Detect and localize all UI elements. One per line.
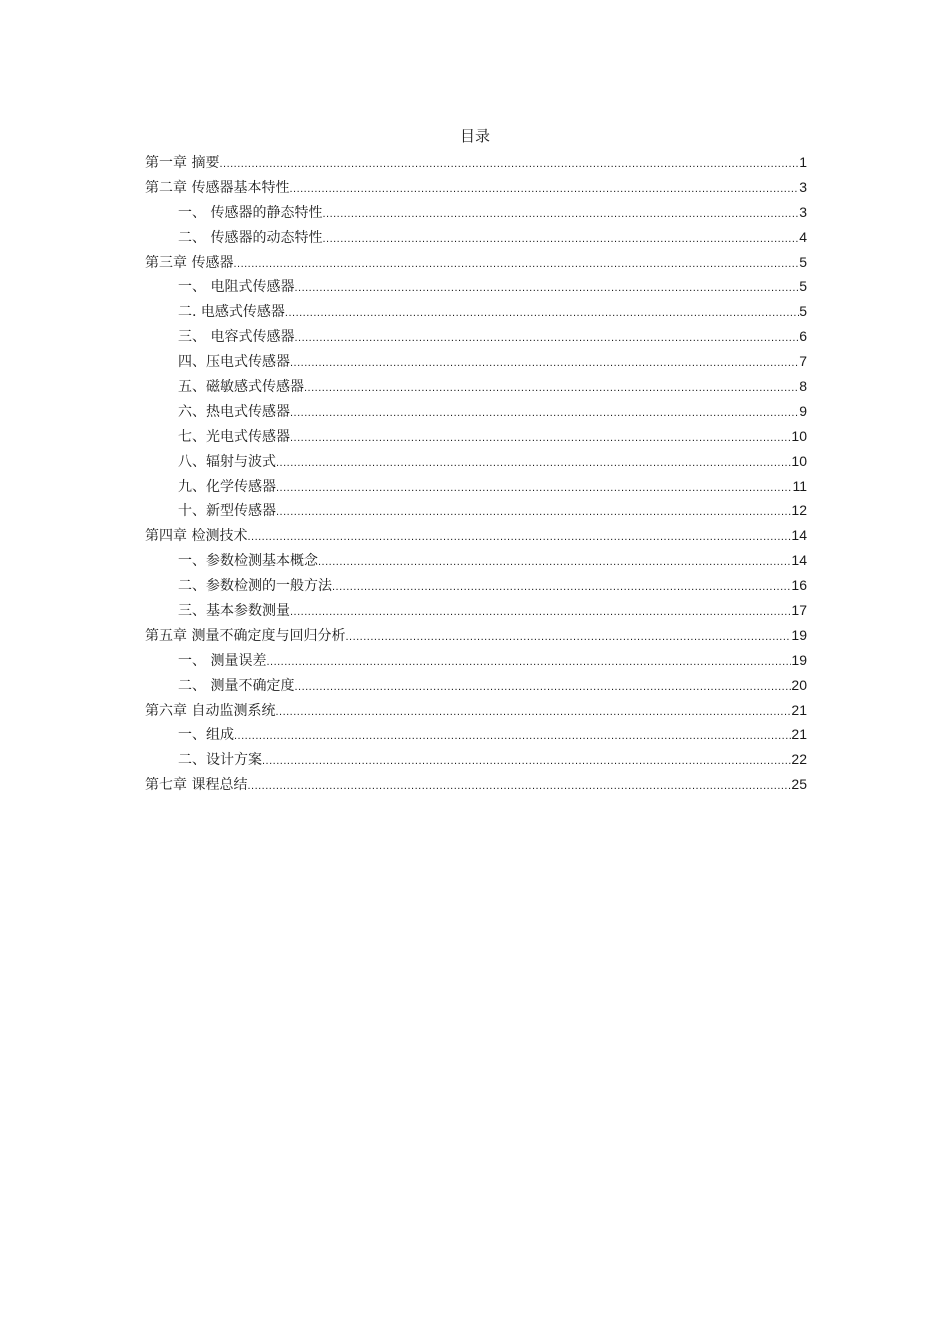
toc-dot-leader xyxy=(294,675,791,698)
toc-entry-label: 七、光电式传感器 xyxy=(178,428,290,445)
toc-page-number: 4 xyxy=(799,228,807,245)
toc-page-number: 20 xyxy=(791,676,807,693)
toc-dot-leader xyxy=(247,774,791,797)
toc-section-entry[interactable] xyxy=(145,598,807,623)
toc-section-entry[interactable] xyxy=(145,498,807,523)
toc-entry-label: 四、压电式传感器 xyxy=(178,354,290,371)
toc-entry-label: 第五章 测量不确定度与回归分析 xyxy=(145,627,346,644)
toc-entry-label: 二、参数检测的一般方法 xyxy=(178,578,332,595)
toc-section-entry[interactable] xyxy=(145,573,807,598)
toc-page-number: 21 xyxy=(791,701,807,718)
toc-dot-leader xyxy=(294,326,799,349)
toc-dot-leader xyxy=(290,600,791,623)
toc-page-number: 14 xyxy=(791,527,807,544)
toc-page-number: 22 xyxy=(791,751,807,768)
toc-page-number: 3 xyxy=(799,203,807,220)
toc-entry-label: 二、 测量不确定度 xyxy=(178,677,295,694)
toc-section-entry[interactable] xyxy=(145,225,807,250)
toc-section-entry[interactable] xyxy=(145,474,807,499)
toc-dot-leader xyxy=(304,376,799,399)
toc-entry-label: 一、组成 xyxy=(178,727,234,744)
toc-dot-leader xyxy=(289,177,799,200)
toc-section-entry[interactable] xyxy=(145,399,807,424)
toc-section-entry[interactable] xyxy=(145,349,807,374)
toc-chapter-entry[interactable] xyxy=(145,250,807,275)
toc-entry-label: 一、 传感器的静态特性 xyxy=(178,204,323,221)
toc-entry-label: 第一章 摘要 xyxy=(145,155,220,171)
toc-page-number: 9 xyxy=(799,402,807,419)
toc-section-entry[interactable] xyxy=(145,274,807,299)
toc-entry-label: 六、热电式传感器 xyxy=(178,403,290,420)
toc-section-entry[interactable] xyxy=(145,747,807,772)
toc-dot-leader xyxy=(266,650,791,673)
toc-section-entry[interactable] xyxy=(145,424,807,449)
toc-chapter-entry[interactable] xyxy=(145,772,807,797)
toc-page-number: 5 xyxy=(799,253,807,270)
toc-page-number: 5 xyxy=(799,303,807,320)
toc-entry-label: 二. 电感式传感器 xyxy=(178,304,285,321)
toc-entry-label: 第七章 课程总结 xyxy=(145,777,248,794)
toc-dot-leader xyxy=(332,575,791,598)
toc-section-entry[interactable] xyxy=(145,449,807,474)
toc-chapter-entry[interactable] xyxy=(145,698,807,723)
toc-dot-leader xyxy=(262,749,791,772)
toc-entry-label: 一、 测量误差 xyxy=(178,652,267,669)
toc-entry-label: 一、参数检测基本概念 xyxy=(178,553,318,570)
toc-section-entry[interactable] xyxy=(145,324,807,349)
toc-dot-leader xyxy=(276,451,791,474)
toc-dot-leader xyxy=(322,227,799,250)
toc-dot-leader xyxy=(322,202,799,225)
toc-page-number: 10 xyxy=(791,427,807,444)
toc-chapter-entry[interactable] xyxy=(145,175,807,200)
toc-entry-label: 八、辐射与波式 xyxy=(178,453,276,470)
toc-dot-leader xyxy=(294,276,799,299)
toc-page-number: 10 xyxy=(791,452,807,469)
toc-chapter-entry[interactable] xyxy=(145,523,807,548)
toc-page-number: 16 xyxy=(791,577,807,594)
toc-dot-leader xyxy=(290,351,799,374)
toc-entry-label: 三、 电容式传感器 xyxy=(178,329,295,346)
toc-page-number: 6 xyxy=(799,328,807,345)
toc-section-entry[interactable] xyxy=(145,722,807,747)
toc-dot-leader xyxy=(219,152,799,175)
toc-page-number: 5 xyxy=(799,278,807,295)
toc-page-number: 17 xyxy=(791,602,807,619)
toc-section-entry[interactable] xyxy=(145,673,807,698)
toc-page-number: 19 xyxy=(791,651,807,668)
toc-entry-label: 第三章 传感器 xyxy=(145,254,234,271)
toc-page-number: 8 xyxy=(799,378,807,395)
toc-section-entry[interactable] xyxy=(145,548,807,573)
toc-title: 目录 xyxy=(459,127,490,145)
toc-page-number: 19 xyxy=(791,626,807,643)
toc-dot-leader xyxy=(318,550,791,573)
toc-entry-label: 一、 电阻式传感器 xyxy=(178,279,295,296)
table-of-contents xyxy=(145,150,807,797)
toc-dot-leader xyxy=(234,724,791,747)
toc-dot-leader xyxy=(290,401,799,424)
toc-entry-label: 五、磁敏感式传感器 xyxy=(178,379,304,396)
toc-dot-leader xyxy=(285,301,799,324)
toc-entry-label: 三、基本参数测量 xyxy=(178,603,290,620)
toc-page-number: 3 xyxy=(799,178,807,195)
toc-chapter-entry[interactable] xyxy=(145,150,807,175)
toc-page-number: 14 xyxy=(791,552,807,569)
toc-entry-label: 第二章 传感器基本特性 xyxy=(145,179,290,196)
toc-entry-label: 九、化学传感器 xyxy=(178,478,276,495)
toc-section-entry[interactable] xyxy=(145,648,807,673)
toc-dot-leader xyxy=(233,252,799,275)
toc-entry-label: 第四章 检测技术 xyxy=(145,528,248,545)
toc-section-entry[interactable] xyxy=(145,299,807,324)
toc-chapter-entry[interactable] xyxy=(145,623,807,648)
toc-entry-label: 第六章 自动监测系统 xyxy=(145,702,276,719)
toc-dot-leader xyxy=(276,500,791,523)
toc-page-number: 7 xyxy=(799,353,807,370)
toc-page-number: 1 xyxy=(799,154,807,170)
toc-entry-label: 十、新型传感器 xyxy=(178,503,276,520)
toc-dot-leader xyxy=(345,625,791,648)
toc-page-number: 11 xyxy=(792,477,807,494)
toc-dot-leader xyxy=(247,525,791,548)
toc-section-entry[interactable] xyxy=(145,200,807,225)
toc-section-entry[interactable] xyxy=(145,374,807,399)
toc-dot-leader xyxy=(290,426,791,449)
toc-entry-label: 二、设计方案 xyxy=(178,752,262,769)
toc-entry-label: 二、 传感器的动态特性 xyxy=(178,229,323,246)
toc-page-number: 12 xyxy=(791,502,807,519)
toc-page-number: 25 xyxy=(791,776,807,793)
toc-dot-leader xyxy=(275,700,791,723)
toc-page-number: 21 xyxy=(791,726,807,743)
toc-dot-leader xyxy=(276,476,792,499)
